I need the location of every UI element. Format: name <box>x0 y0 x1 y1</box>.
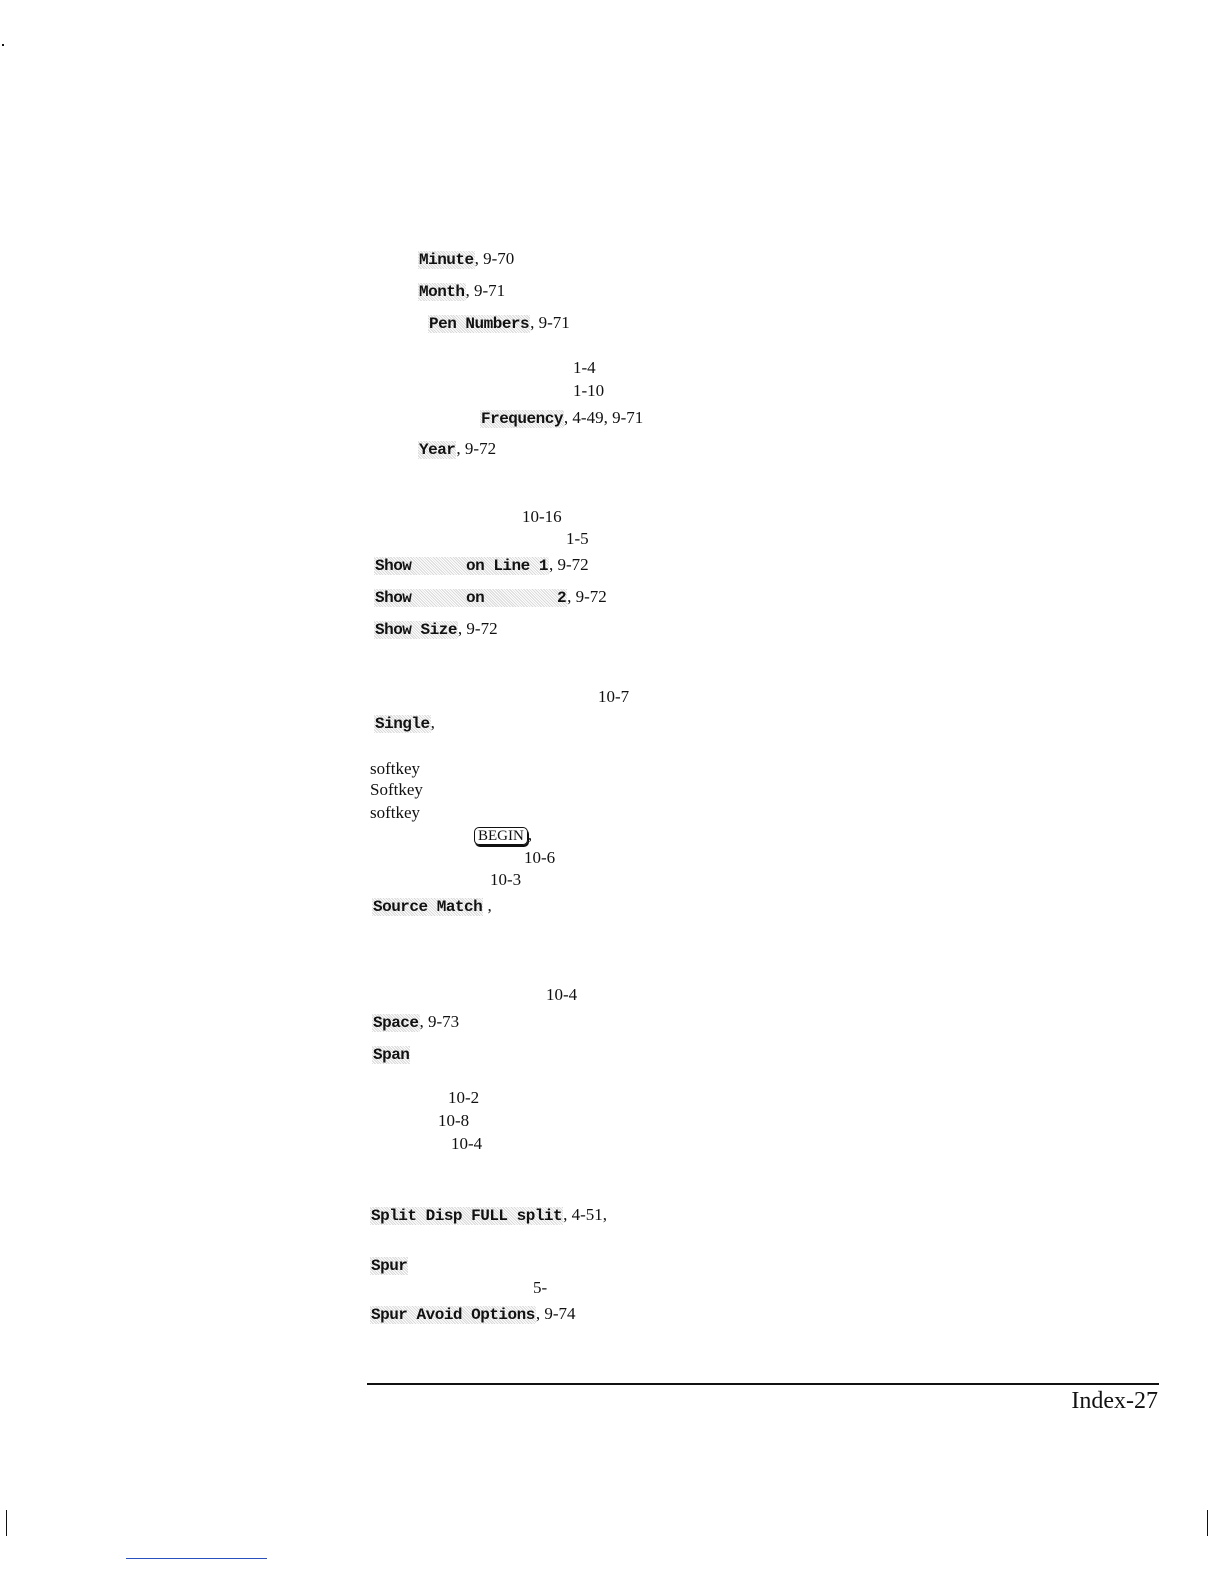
index-entry-month <box>418 281 505 302</box>
index-entry-spur-avoid <box>370 1304 576 1325</box>
softkey-label: Split Disp FULL split <box>371 1207 563 1225</box>
page-refs: , 9-71 <box>530 313 570 332</box>
index-entry-ref <box>573 381 604 401</box>
page-refs: , 9-73 <box>419 1012 460 1031</box>
softkey-label: Spur Avoid Options <box>371 1306 535 1324</box>
page-refs: , 9-74 <box>535 1304 576 1323</box>
page-number: Index-27 <box>1071 1388 1158 1414</box>
page-refs: 10-2 <box>448 1088 480 1107</box>
page-refs: 10-7 <box>598 687 630 706</box>
page-refs: 1-10 <box>573 381 605 400</box>
softkey-label: Minute <box>419 251 474 269</box>
index-entry-text <box>370 803 420 823</box>
page-refs: , <box>483 896 492 915</box>
entry-text: softkey <box>370 759 421 778</box>
page-refs: 10-16 <box>522 507 562 526</box>
index-entry-ref <box>490 870 521 890</box>
index-entry-minute <box>418 249 514 270</box>
index-entry-ref <box>573 358 596 378</box>
page-refs: , 9-72 <box>567 587 607 606</box>
page-refs: 10-8 <box>438 1111 470 1130</box>
index-entry-ref <box>522 507 562 527</box>
page-refs: , <box>430 713 435 732</box>
softkey-label: Show on Line 1 <box>375 557 548 575</box>
index-entry-ref <box>546 985 577 1005</box>
page-refs: 5- <box>533 1278 548 1297</box>
page-refs: , 9-72 <box>548 555 589 574</box>
softkey-label: Spur <box>371 1257 408 1275</box>
softkey-label: Source Match <box>373 898 483 916</box>
index-entry-ref <box>451 1134 482 1154</box>
page-refs: 10-3 <box>490 870 522 889</box>
index-entry-text <box>370 759 420 779</box>
page-refs: , <box>527 825 533 844</box>
index-entry-frequency <box>480 408 643 429</box>
page-refs: 10-6 <box>524 848 556 867</box>
softkey-label: Month <box>419 283 465 301</box>
index-entry-ref <box>438 1111 469 1131</box>
page-refs: , 9-72 <box>456 439 497 458</box>
entry-text: Softkey <box>370 780 423 799</box>
softkey-label: Single <box>375 715 430 733</box>
index-entry-source-match <box>372 896 492 917</box>
index-entry-begin <box>474 825 532 846</box>
index-entry-span <box>372 1044 410 1065</box>
page-refs: 10-4 <box>451 1134 483 1153</box>
index-entry-show-line-1 <box>374 555 589 576</box>
index-entry-ref <box>533 1278 547 1298</box>
binding-mark-right <box>1207 1510 1208 1536</box>
index-entry-spur <box>370 1255 408 1276</box>
index-entry-split-disp <box>370 1205 607 1226</box>
softkey-label: Span <box>373 1046 410 1064</box>
softkey-label: Show Size <box>375 621 457 639</box>
softkey-label: Year <box>419 441 456 459</box>
index-entry-single <box>374 713 435 734</box>
index-entry-ref <box>524 848 555 868</box>
page-refs: 1-4 <box>573 358 596 377</box>
scan-artifact-underline <box>126 1558 267 1559</box>
page-refs: 1-5 <box>566 529 589 548</box>
binding-mark-left <box>6 1510 7 1536</box>
index-entry-ref <box>448 1088 479 1108</box>
index-entry-space <box>372 1012 459 1033</box>
index-entry-show-line-2 <box>374 587 607 608</box>
softkey-label: Show on 2 <box>375 589 567 607</box>
index-entry-show-size <box>374 619 498 640</box>
index-entry-ref <box>566 529 589 549</box>
page-refs: , 9-70 <box>474 249 515 268</box>
entry-text: softkey <box>370 803 421 822</box>
footer-rule <box>367 1383 1159 1385</box>
page-refs: , 9-72 <box>457 619 498 638</box>
index-entry-year <box>418 439 496 460</box>
page-refs: , 4-49, 9-71 <box>563 408 644 427</box>
index-entry-text <box>370 780 423 800</box>
softkey-label: Pen Numbers <box>429 315 530 333</box>
hardkey-label: BEGIN <box>474 827 528 845</box>
page-refs: , 4-51, <box>563 1205 608 1224</box>
softkey-label: Frequency <box>481 410 563 428</box>
index-entry-ref <box>598 687 629 707</box>
page-refs: 10-4 <box>546 985 578 1004</box>
softkey-label: Space <box>373 1014 419 1032</box>
scan-mark <box>2 44 4 46</box>
page-refs: , 9-71 <box>465 281 506 300</box>
index-entry-pen-numbers <box>428 313 570 334</box>
